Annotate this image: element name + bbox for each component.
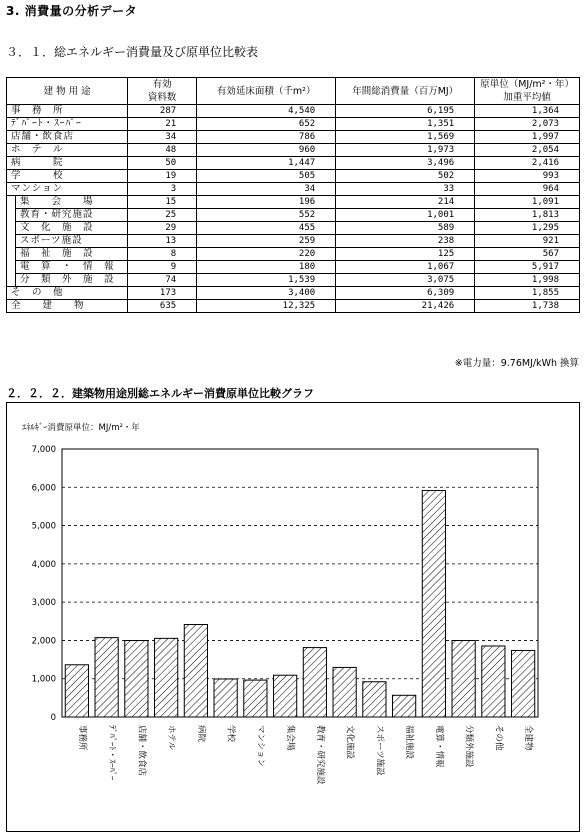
row-energy: 1,001 (336, 209, 475, 222)
bar (452, 641, 475, 717)
row-count: 34 (128, 131, 197, 144)
header-unit-line2: 加重平均値 (503, 92, 551, 103)
y-tick-label: 2,000 (31, 636, 56, 647)
x-category-label: 教育・研究施設 (314, 725, 325, 785)
x-category-label: ホテル (166, 725, 177, 751)
bar (422, 490, 445, 717)
header-count-line2: 資料数 (147, 92, 177, 103)
row-unit: 5,917 (475, 261, 580, 274)
row-unit: 567 (475, 248, 580, 261)
x-category-label: 福祉施設 (404, 725, 415, 760)
x-category-label: 分類外施設 (463, 725, 474, 768)
row-energy: 21,426 (336, 300, 475, 313)
bar (244, 680, 267, 717)
row-count: 635 (128, 300, 197, 313)
header-energy: 年間総消費量（百万MJ） (336, 78, 475, 105)
x-category-label: 集会場 (285, 725, 296, 751)
row-unit: 1,855 (475, 287, 580, 300)
row-use-name: 全 建 物 (7, 300, 128, 313)
bar (274, 675, 297, 717)
y-tick-label: 4,000 (31, 559, 56, 570)
bar (95, 638, 118, 717)
row-energy: 1,067 (336, 261, 475, 274)
bar (214, 679, 237, 717)
conversion-note: ※電力量：9.76MJ/kWh 換算 (454, 358, 579, 369)
header-unit-line1: 原単位（MJ/m²・年） (480, 79, 574, 90)
y-tick-label: 0 (50, 713, 56, 723)
bar (393, 695, 416, 717)
row-area: 552 (197, 209, 336, 222)
y-tick-label: 5,000 (31, 521, 56, 532)
row-count: 287 (128, 105, 197, 118)
row-unit: 993 (475, 170, 580, 183)
x-category-label: 店舗・飲食店 (136, 725, 147, 777)
row-area: 1,539 (197, 274, 336, 287)
row-energy: 214 (336, 196, 475, 209)
x-category-label: スポーツ施設 (374, 725, 385, 776)
header-count-line1: 有効 (152, 79, 172, 90)
row-count: 13 (128, 235, 197, 248)
row-use-name: 電 算 ・ 情 報 (16, 261, 128, 274)
y-tick-label: 1,000 (31, 674, 56, 685)
row-unit: 1,813 (475, 209, 580, 222)
bar (65, 665, 88, 717)
row-use-name: 福 祉 施 設 (16, 248, 128, 261)
row-use-name: 教育・研究施設 (16, 209, 128, 222)
row-unit: 921 (475, 235, 580, 248)
row-energy: 589 (336, 222, 475, 235)
row-use-name: 事 務 所 (7, 105, 128, 118)
row-count: 3 (128, 183, 197, 196)
row-use-name: そ の 他 (7, 287, 128, 300)
graph-title: ２．２．２．建築物用途別総エネルギー消費原単位比較グラフ (6, 387, 314, 400)
section-title: 3. 消費量の分析データ (6, 4, 138, 18)
row-area: 34 (197, 183, 336, 196)
row-count: 19 (128, 170, 197, 183)
bar (333, 667, 356, 717)
row-count: 50 (128, 157, 197, 170)
y-tick-label: 6,000 (31, 483, 56, 494)
row-count: 21 (128, 118, 197, 131)
row-energy: 125 (336, 248, 475, 261)
row-area: 180 (197, 261, 336, 274)
row-unit: 2,073 (475, 118, 580, 131)
x-category-label: 電算・情報 (433, 725, 444, 768)
x-category-label: その他 (493, 725, 504, 751)
row-use-name: ホ テ ル (7, 144, 128, 157)
row-count: 8 (128, 248, 197, 261)
bar (184, 625, 207, 717)
row-area: 3,400 (197, 287, 336, 300)
row-unit: 2,054 (475, 144, 580, 157)
x-category-label: 学校 (225, 725, 236, 743)
row-unit: 964 (475, 183, 580, 196)
row-count: 74 (128, 274, 197, 287)
row-count: 25 (128, 209, 197, 222)
table-title: ３．１．総エネルギー消費量及び原単位比較表 (6, 45, 259, 59)
row-energy: 3,496 (336, 157, 475, 170)
row-use-name: スポーツ施設 (16, 235, 128, 248)
row-count: 9 (128, 261, 197, 274)
row-use-name: 分 類 外 施 設 (16, 274, 128, 287)
row-count: 173 (128, 287, 197, 300)
row-area: 505 (197, 170, 336, 183)
row-use-name: 学 校 (7, 170, 128, 183)
bar (512, 650, 535, 717)
row-area: 1,447 (197, 157, 336, 170)
row-unit: 1,998 (475, 274, 580, 287)
row-area: 259 (197, 235, 336, 248)
row-energy: 6,195 (336, 105, 475, 118)
row-energy: 3,075 (336, 274, 475, 287)
row-energy: 6,309 (336, 287, 475, 300)
row-area: 12,325 (197, 300, 336, 313)
x-category-label: 文化施設 (344, 725, 355, 760)
x-category-label: 事務所 (76, 725, 87, 751)
x-category-label: 病院 (195, 725, 206, 743)
row-energy: 238 (336, 235, 475, 248)
row-use-name: 店舗・飲食店 (7, 131, 128, 144)
row-area: 455 (197, 222, 336, 235)
header-use: 建 物 用 途 (7, 78, 128, 105)
bar (125, 641, 148, 717)
row-area: 196 (197, 196, 336, 209)
row-use-name: 集 会 場 (16, 196, 128, 209)
row-unit: 2,416 (475, 157, 580, 170)
x-category-label: 全建物 (523, 725, 534, 751)
header-area: 有効延床面積（千m²） (197, 78, 336, 105)
y-tick-label: 7,000 (31, 445, 56, 455)
row-area: 786 (197, 131, 336, 144)
row-area: 652 (197, 118, 336, 131)
row-unit: 1,364 (475, 105, 580, 118)
row-energy: 33 (336, 183, 475, 196)
row-area: 220 (197, 248, 336, 261)
row-unit: 1,295 (475, 222, 580, 235)
bar (482, 646, 505, 717)
bar (155, 638, 178, 717)
row-use-name: 文 化 施 設 (16, 222, 128, 235)
x-category-label: ﾃﾞﾊﾟｰﾄ・ｽｰﾊﾟｰ (106, 725, 117, 781)
row-count: 48 (128, 144, 197, 157)
row-energy: 1,973 (336, 144, 475, 157)
row-unit: 1,091 (475, 196, 580, 209)
row-energy: 502 (336, 170, 475, 183)
row-count: 15 (128, 196, 197, 209)
row-energy: 1,351 (336, 118, 475, 131)
bar (363, 682, 386, 717)
bar (303, 648, 326, 717)
row-use-name: 病 院 (7, 157, 128, 170)
y-axis-label: ｴﾈﾙｷﾞｰ消費原単位：MJ/m²・年 (22, 423, 140, 433)
row-unit: 1,738 (475, 300, 580, 313)
y-tick-label: 3,000 (31, 598, 56, 609)
row-unit: 1,997 (475, 131, 580, 144)
row-area: 4,540 (197, 105, 336, 118)
row-area: 960 (197, 144, 336, 157)
row-use-name: マンション (7, 183, 128, 196)
row-energy: 1,569 (336, 131, 475, 144)
row-use-name: ﾃﾞﾊﾟｰﾄ・ｽｰﾊﾟｰ (7, 118, 128, 131)
row-count: 29 (128, 222, 197, 235)
x-category-label: マンション (255, 725, 266, 768)
